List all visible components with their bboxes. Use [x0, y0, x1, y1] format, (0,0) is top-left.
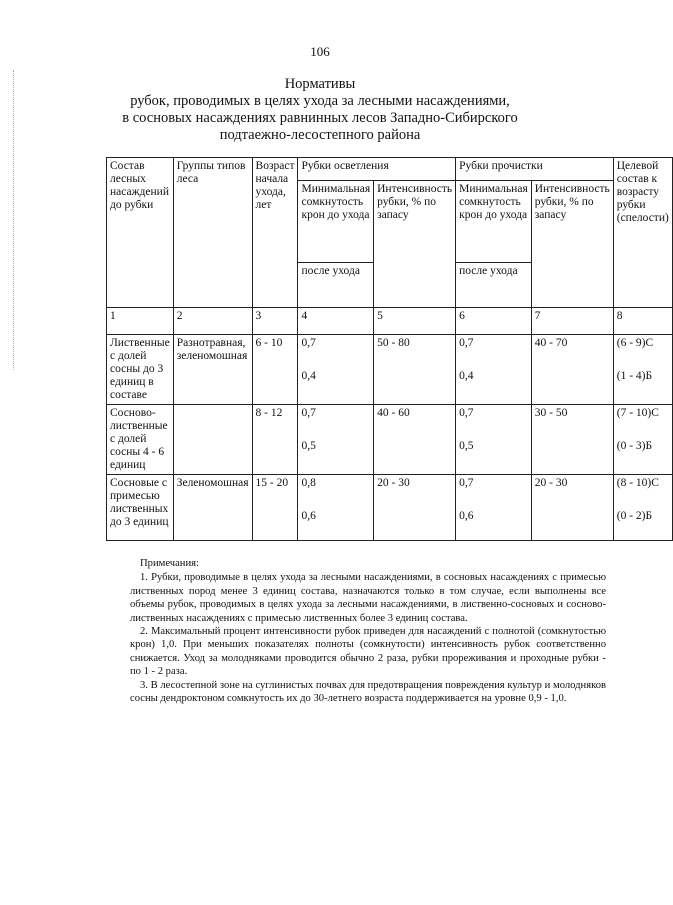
note-1: 1. Рубки, проводимые в целях ухода за лесными насаждениями, в сосновых насаждениях с примесью лиственных пород менее 3 единиц состава, назначаются только в том случае, если выполнены все объемы рубок, проводимых в целях ухода за лесными насаждениями, в лиственно-сосновых и сосново-лиственных насаждениях с примесью лиственных более 3 единиц состава. [130, 572, 606, 624]
column-number: 2 [173, 308, 252, 335]
title-line-2: рубок, проводимых в целях ухода за лесными насаждениями, [130, 93, 510, 109]
column-number: 4 [298, 308, 374, 335]
cell-lighting-density [298, 335, 374, 405]
column-number: 1 [107, 308, 174, 335]
header-lighting: Рубки осветления [298, 158, 456, 181]
density-before: 0,8 [301, 477, 316, 489]
cell-cleaning-density [456, 475, 532, 541]
table-row [107, 335, 673, 405]
cell-cleaning-density [456, 335, 532, 405]
density-after: 0,6 [301, 510, 316, 522]
table-row [107, 405, 673, 475]
header-cleaning-intensity: Интенсивность рубки, % по запасу [531, 181, 613, 308]
density-after: 0,4 [459, 370, 474, 382]
cell-age: 15 - 20 [252, 475, 298, 541]
column-number: 8 [613, 308, 672, 335]
density-before: 0,7 [459, 477, 474, 489]
cell-cleaning-intensity: 30 - 50 [531, 405, 613, 475]
header-lighting-intensity: Интенсивность рубки, % по запасу [374, 181, 456, 308]
density-after: 0,5 [459, 440, 474, 452]
cell-age: 8 - 12 [252, 405, 298, 475]
title-line-1: Нормативы [284, 76, 356, 92]
target-pine: (8 - 10)С [616, 477, 659, 489]
cell-forest-type [173, 405, 252, 475]
document-title [0, 76, 640, 144]
title-line-3: в сосновых насаждениях равнинных лесов Западно-Сибирского [122, 110, 518, 126]
column-number: 5 [374, 308, 456, 335]
header-cleaning: Рубки прочистки [456, 158, 614, 181]
cell-target [613, 475, 672, 541]
cell-lighting-density [298, 405, 374, 475]
norms-table [106, 157, 673, 541]
density-before: 0,7 [459, 337, 474, 349]
density-after: 0,4 [301, 370, 316, 382]
title-line-4: подтаежно-лесостепного района [219, 127, 421, 143]
header-lighting-density: Минимальная сомкнутость крон до ухода [298, 181, 374, 263]
target-pine: (7 - 10)С [616, 407, 659, 419]
cell-forest-type: Зеленомошная [173, 475, 252, 541]
header-after-cleaning: после ухода [456, 263, 532, 308]
density-before: 0,7 [459, 407, 474, 419]
header-composition: Состав лесных насаждений до рубки [107, 158, 174, 308]
column-number: 7 [531, 308, 613, 335]
cell-composition: Сосново-лиственные с долей сосны 4 - 6 единиц [107, 405, 174, 475]
target-birch: (0 - 2)Б [616, 510, 653, 522]
header-target: Целевой состав к возрасту рубки (спелости) [613, 158, 672, 308]
cell-cleaning-intensity: 40 - 70 [531, 335, 613, 405]
cell-lighting-intensity: 40 - 60 [374, 405, 456, 475]
header-cleaning-density: Минимальная сомкнутость крон до ухода [456, 181, 532, 263]
cell-target [613, 405, 672, 475]
header-forest-type: Группы типов леса [173, 158, 252, 308]
density-before: 0,7 [301, 337, 316, 349]
header-after-lighting: после ухода [298, 263, 374, 308]
column-number: 3 [252, 308, 298, 335]
cell-lighting-intensity: 50 - 80 [374, 335, 456, 405]
cell-age: 6 - 10 [252, 335, 298, 405]
header-age: Возраст начала ухода, лет [252, 158, 298, 308]
density-after: 0,6 [459, 510, 474, 522]
cell-composition: Сосновые с примесью лиственных до 3 единиц [107, 475, 174, 541]
cell-cleaning-intensity: 20 - 30 [531, 475, 613, 541]
cell-target [613, 335, 672, 405]
cell-forest-type: Разнотравная, зеленомошная [173, 335, 252, 405]
note-3: 3. В лесостепной зоне на суглинистых почвах для предотвращения повреждения культур и молодняков сосны дендроктоном сомкнутость их до 30-летнего возраста поддерживается на уровне 0,9 - 1,0. [130, 679, 606, 705]
note-2: 2. Максимальный процент интенсивности рубок приведен для насаждений с полнотой (сомкнутостью крон) 1,0. При меньших показателях полноты (сомкнутости) интенсивность рубок соответственно снижается. Уход за молодняками проводится обычно 2 раза, рубки прореживания и проходные рубки - по 1 - 2 раза. [130, 626, 606, 678]
table-row [107, 475, 673, 541]
density-before: 0,7 [301, 407, 316, 419]
page-number: 106 [310, 44, 330, 59]
notes-section [130, 557, 606, 705]
notes-title: Примечания: [140, 558, 199, 569]
density-after: 0,5 [301, 440, 316, 452]
column-number: 6 [456, 308, 532, 335]
target-birch: (0 - 3)Б [616, 440, 653, 452]
target-birch: (1 - 4)Б [616, 370, 653, 382]
cell-lighting-density [298, 475, 374, 541]
target-pine: (6 - 9)С [616, 337, 654, 349]
cell-lighting-intensity: 20 - 30 [374, 475, 456, 541]
cell-composition: Лиственные с долей сосны до 3 единиц в составе [107, 335, 174, 405]
cell-cleaning-density [456, 405, 532, 475]
